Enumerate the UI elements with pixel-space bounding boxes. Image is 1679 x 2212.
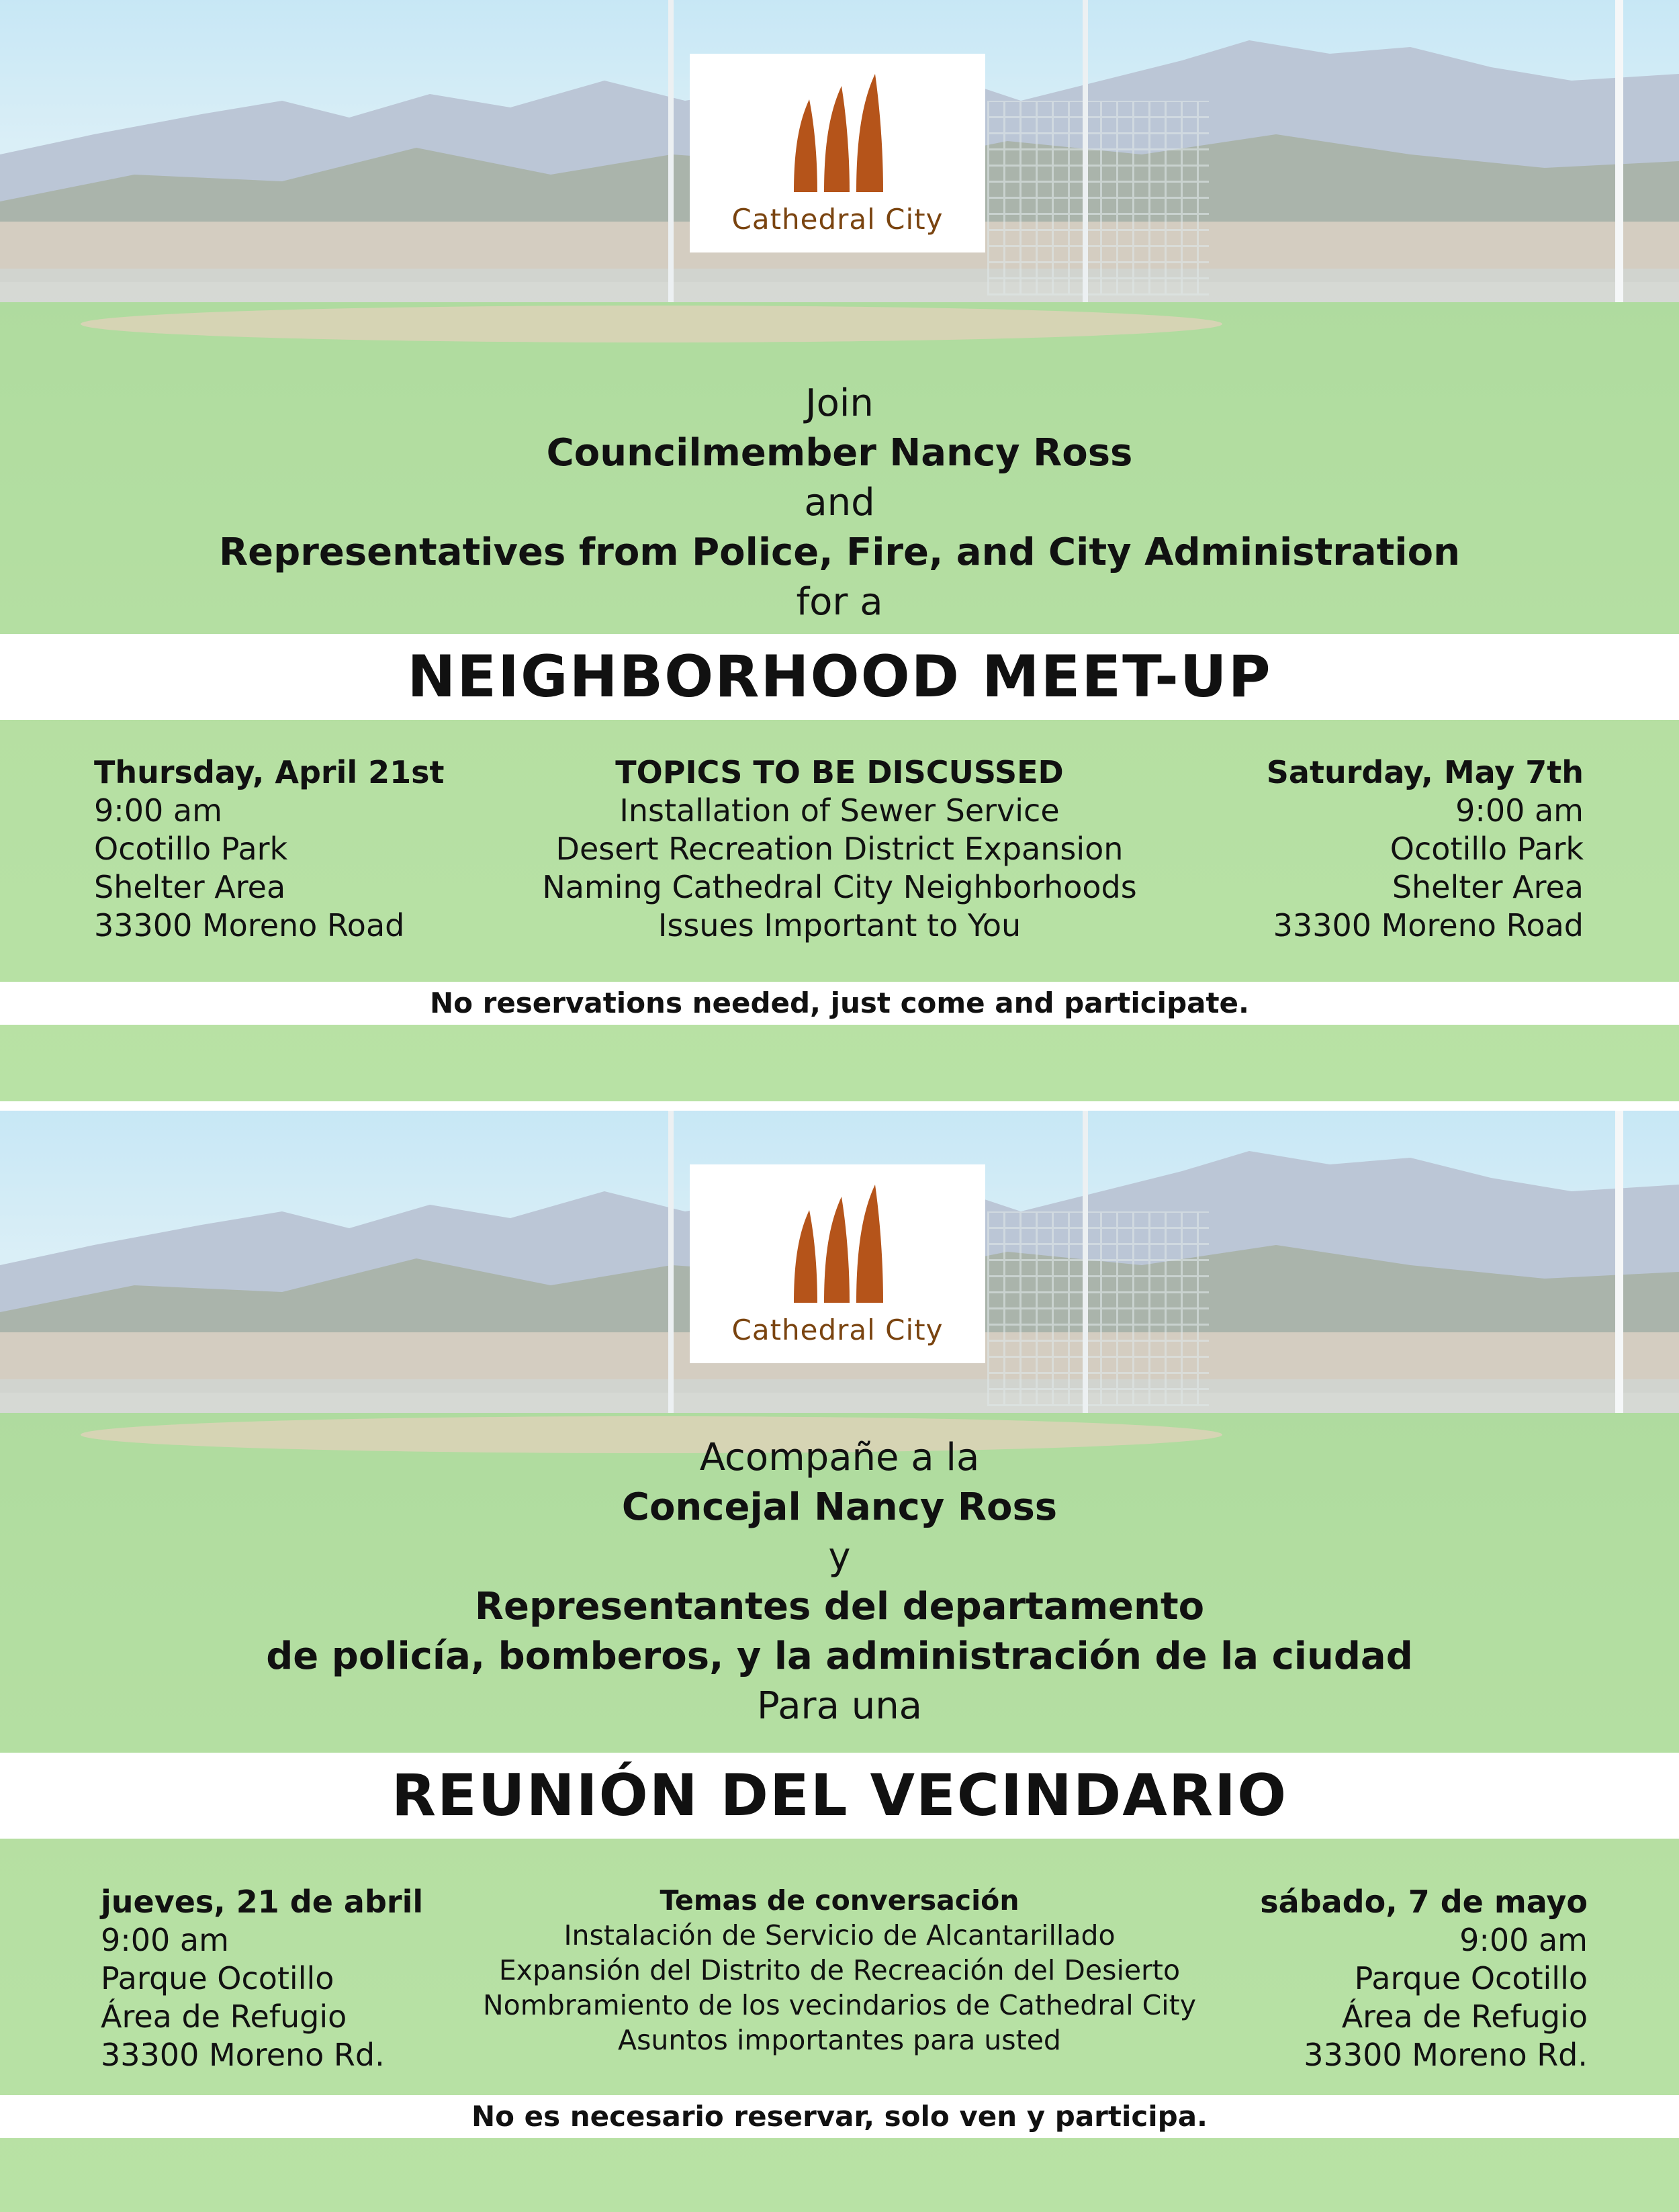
invitation-text [0, 379, 1679, 627]
area-1: Área de Refugio [101, 1998, 347, 2035]
intro-for-a: Para una [756, 1684, 922, 1728]
address-1: 33300 Moreno Road [94, 907, 405, 943]
location-2: Ocotillo Park [1390, 831, 1584, 867]
intro-and: y [828, 1535, 851, 1579]
address-2: 33300 Moreno Rd. [1304, 2037, 1588, 2073]
topic-item: Issues Important to You [657, 907, 1022, 943]
topic-item: Instalación de Servicio de Alcantarillado [563, 1919, 1116, 1951]
invitation-text [0, 1433, 1679, 1731]
time-2: 9:00 am [1459, 1922, 1588, 1958]
event-title: NEIGHBORHOOD MEET-UP [407, 643, 1272, 710]
date-block-2 [1267, 753, 1584, 945]
date-block-1 [94, 753, 445, 945]
date-1: Thursday, April 21st [94, 754, 445, 790]
intro-join: Join [805, 381, 874, 425]
location-1: Ocotillo Park [94, 831, 288, 867]
topics-heading: Temas de conversación [660, 1884, 1019, 1917]
title-band [0, 634, 1679, 720]
location-2: Parque Ocotillo [1354, 1960, 1588, 1996]
city-logo [690, 54, 985, 252]
intro-for-a: for a [796, 580, 883, 624]
logo-wordmark: Cathedral City [731, 203, 944, 236]
time-2: 9:00 am [1455, 792, 1584, 829]
city-logo [690, 1164, 985, 1363]
topic-item: Installation of Sewer Service [619, 792, 1060, 829]
english-flyer [0, 0, 1679, 1101]
topics-block [437, 1883, 1242, 2058]
topic-item: Naming Cathedral City Neighborhoods [542, 869, 1137, 905]
topic-item: Nombramiento de los vecindarios de Cathedral City [483, 1989, 1196, 2021]
area-2: Shelter Area [1392, 869, 1584, 905]
date-2: Saturday, May 7th [1266, 754, 1584, 790]
intro-and: and [804, 481, 875, 524]
title-band [0, 1753, 1679, 1839]
representatives-line: Representantes del departamento [474, 1585, 1205, 1628]
cathedral-spires-icon [790, 1183, 884, 1304]
address-2: 33300 Moreno Road [1273, 907, 1584, 943]
topics-block [437, 753, 1242, 945]
time-1: 9:00 am [101, 1922, 229, 1958]
area-2: Área de Refugio [1341, 1998, 1588, 2035]
date-block-2 [1260, 1883, 1588, 2074]
cathedral-spires-icon [790, 73, 884, 193]
time-1: 9:00 am [94, 792, 222, 829]
address-1: 33300 Moreno Rd. [101, 2037, 385, 2073]
date-1: jueves, 21 de abril [101, 1884, 424, 1920]
event-details [0, 1883, 1679, 2084]
reservation-note: No es necesario reservar, solo ven y participa. [0, 2095, 1679, 2138]
representatives-line: Representatives from Police, Fire, and City Administration [219, 531, 1460, 574]
logo-wordmark: Cathedral City [731, 1314, 944, 1346]
area-1: Shelter Area [94, 869, 286, 905]
intro-join: Acompañe a la [699, 1436, 980, 1479]
event-title: REUNIÓN DEL VECINDARIO [391, 1762, 1288, 1829]
topic-item: Asuntos importantes para usted [618, 2024, 1061, 2056]
representatives-line-2: de policía, bomberos, y la administración de la ciudad [266, 1634, 1413, 1678]
councilmember-name: Concejal Nancy Ross [621, 1485, 1058, 1529]
topic-item: Expansión del Distrito de Recreación del Desierto [498, 1954, 1181, 1986]
topics-heading: TOPICS TO BE DISCUSSED [615, 754, 1064, 790]
date-2: sábado, 7 de mayo [1260, 1884, 1588, 1920]
event-details [0, 753, 1679, 955]
reservation-note: No reservations needed, just come and participate. [0, 982, 1679, 1025]
location-1: Parque Ocotillo [101, 1960, 334, 1996]
topic-item: Desert Recreation District Expansion [555, 831, 1124, 867]
date-block-1 [101, 1883, 423, 2074]
councilmember-name: Councilmember Nancy Ross [546, 431, 1133, 475]
spanish-flyer [0, 1111, 1679, 2212]
